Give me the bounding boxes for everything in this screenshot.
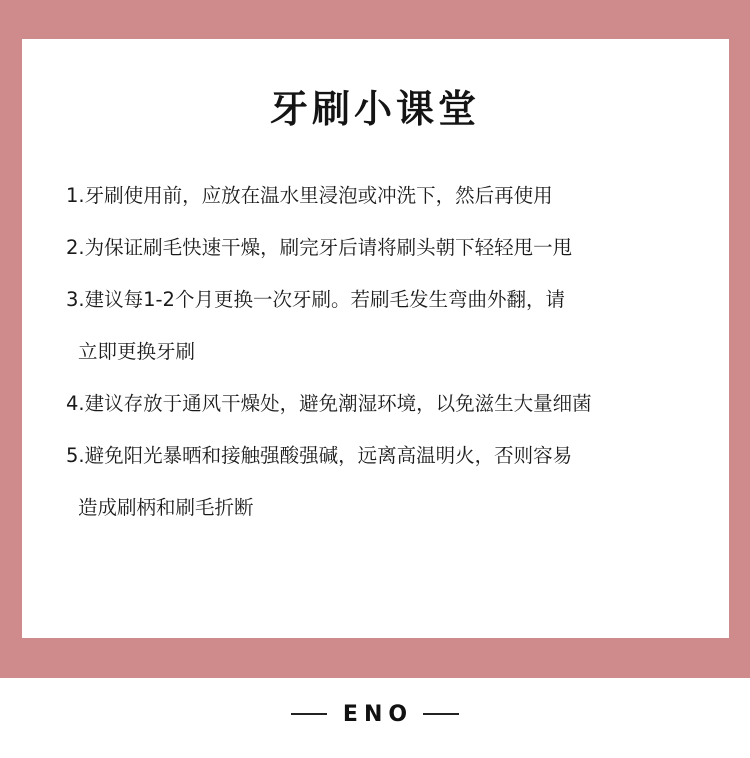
footer [0, 674, 750, 754]
tip-line: 5.避免阳光暴晒和接触强酸强碱，远离高温明火，否则容易 [66, 444, 573, 467]
tip-line: 2.为保证刷毛快速干燥，刷完牙后请将刷头朝下轻轻甩一甩 [66, 236, 573, 259]
tip-line: 1.牙刷使用前，应放在温水里浸泡或冲洗下，然后再使用 [66, 184, 553, 207]
list-item [66, 430, 706, 534]
list-item [66, 170, 706, 222]
list-item [66, 222, 706, 274]
tip-line: 3.建议每1-2个月更换一次牙刷。若刷毛发生弯曲外翻，请 [66, 288, 565, 311]
tip-line-continuation: 造成刷柄和刷毛折断 [78, 496, 254, 519]
list-item [66, 274, 706, 378]
brand-logo: ENO [342, 701, 414, 727]
left-divider [291, 713, 327, 715]
tip-line: 4.建议存放于通风干燥处，避免潮湿环境，以免滋生大量细菌 [66, 392, 592, 415]
right-divider [423, 713, 459, 715]
tip-line-continuation: 立即更换牙刷 [78, 340, 196, 363]
page-title: 牙刷小课堂 [269, 87, 480, 131]
tips-list [66, 170, 706, 534]
list-item [66, 378, 706, 430]
